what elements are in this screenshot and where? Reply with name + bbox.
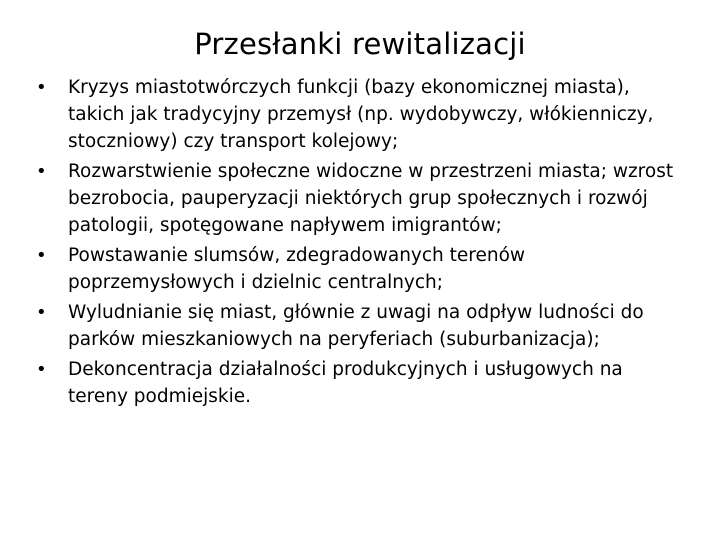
bullet-text: Kryzys miastotwórczych funkcji (bazy ekonomicznej miasta), takich jak tradycyjny przemysł (np. wydobywczy, włókienniczy, stoczniowy) czy transport kolejowy; — [68, 77, 654, 152]
bullet-list — [36, 74, 686, 413]
bullet-item — [36, 74, 686, 155]
bullet-text: Rozwarstwienie społeczne widoczne w przestrzeni miasta; wzrost bezrobocia, pauperyzacji niektórych grup społecznych i rozwój patologii, spotęgowane napływem imigrantów; — [68, 161, 674, 236]
bullet-item — [36, 158, 686, 239]
bullet-icon: • — [36, 245, 47, 266]
bullet-item — [36, 356, 686, 410]
bullet-text: Powstawanie slumsów, zdegradowanych terenów poprzemysłowych i dzielnic centralnych; — [68, 245, 526, 293]
bullet-icon: • — [36, 302, 47, 323]
bullet-icon: • — [36, 359, 47, 380]
bullet-item — [36, 242, 686, 296]
bullet-item — [36, 299, 686, 353]
bullet-icon: • — [36, 77, 47, 98]
slide-title: Przesłanki rewitalizacji — [194, 27, 526, 61]
bullet-icon: • — [36, 161, 47, 182]
bullet-text: Wyludnianie się miast, głównie z uwagi na odpływ ludności do parków mieszkaniowych na peryferiach (suburbanizacja); — [68, 302, 644, 350]
bullet-text: Dekoncentracja działalności produkcyjnych i usługowych na tereny podmiejskie. — [68, 359, 623, 407]
